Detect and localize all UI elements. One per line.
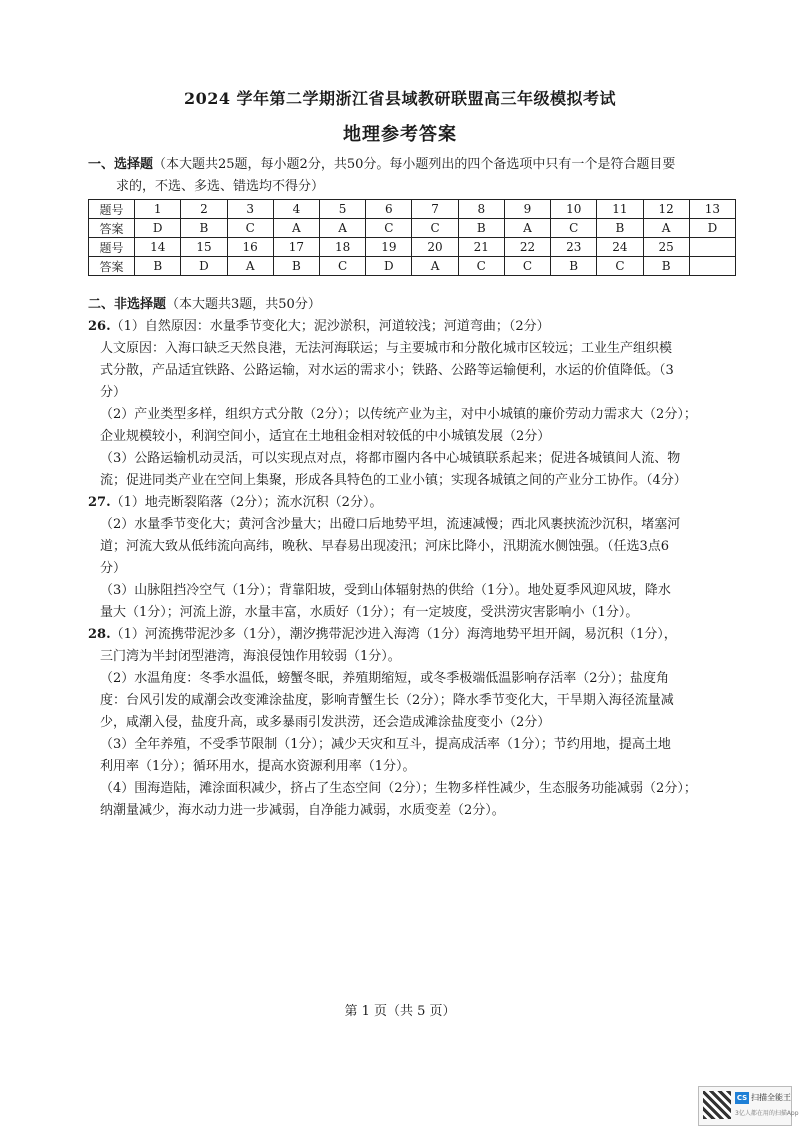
table-cell: B bbox=[135, 257, 181, 276]
table-row-label: 题号 bbox=[89, 200, 135, 219]
scanner-app-name: 扫描全能王 bbox=[751, 1093, 791, 1102]
table-cell: A bbox=[412, 257, 458, 276]
answer-line: （2）产业类型多样，组织方式分散（2分）；以传统产业为主，对中小城镇的廉价劳动力需求大（2分）； bbox=[100, 407, 697, 422]
table-cell: 16 bbox=[227, 238, 273, 257]
table-cell: C bbox=[320, 257, 366, 276]
answer-line: 度：台风引发的咸潮会改变滩涂盐度，影响青蟹生长（2分）；降水季节变化大，干旱期入海径流量减 bbox=[100, 693, 674, 708]
table-cell: C bbox=[551, 219, 597, 238]
table-cell: D bbox=[366, 257, 412, 276]
answer-line: （3）全年养殖，不受季节限制（1分）；减少天灾和互斗，提高成活率（1分）；节约用地，提高土地 bbox=[100, 737, 671, 752]
table-cell: D bbox=[181, 257, 227, 276]
table-cell: D bbox=[689, 219, 735, 238]
section-essay-note: （本大题共3题，共50分） bbox=[166, 297, 321, 312]
table-cell: A bbox=[643, 219, 689, 238]
answer-line: （3）山脉阻挡冷空气（1分）；背靠阳坡，受到山体辐射热的供给（1分）。地处夏季风迎风坡，降水 bbox=[100, 583, 671, 598]
table-cell: B bbox=[551, 257, 597, 276]
table-cell: 10 bbox=[551, 200, 597, 219]
table-cell: A bbox=[273, 219, 319, 238]
table-cell: C bbox=[597, 257, 643, 276]
answer-line: （1）自然原因：水量季节变化大；泥沙淤积，河道较浅；河道弯曲；（2分） bbox=[110, 319, 550, 334]
table-cell: B bbox=[273, 257, 319, 276]
answer-line: 道；河流大致从低纬流向高纬，晚秋、早春易出现凌汛；河床比降小，汛期流水侧蚀强。（任选3点6 bbox=[100, 539, 670, 554]
qr-code-icon bbox=[703, 1091, 731, 1119]
table-cell: 13 bbox=[689, 200, 735, 219]
table-cell: 21 bbox=[458, 238, 504, 257]
table-cell: B bbox=[597, 219, 643, 238]
section-essay-heading: 二、非选择题 bbox=[88, 297, 167, 312]
table-cell: B bbox=[181, 219, 227, 238]
answer-line: （1）河流携带泥沙多（1分），潮汐携带泥沙进入海湾（1分）海湾地势平坦开阔，易沉积（1分）， bbox=[110, 627, 677, 642]
answer-line: 企业规模较小，利润空间小，适宜在土地租金相对较低的中小城镇发展（2分） bbox=[100, 429, 551, 444]
table-row-label: 题号 bbox=[89, 238, 135, 257]
table-cell: C bbox=[366, 219, 412, 238]
answer-table bbox=[88, 199, 736, 276]
table-cell: 1 bbox=[135, 200, 181, 219]
table-row bbox=[89, 200, 736, 219]
table-cell: 7 bbox=[412, 200, 458, 219]
section-choice-note-1: （本大题共25题，每小题2分，共50分。每小题列出的四个备选项中只有一个是符合题目要 bbox=[153, 157, 676, 172]
table-cell: 6 bbox=[366, 200, 412, 219]
answer-line: （1）地壳断裂陷落（2分）；流水沉积（2分）。 bbox=[110, 495, 383, 510]
table-cell: 23 bbox=[551, 238, 597, 257]
section-choice-note-2: 求的，不选、多选、错选均不得分） bbox=[116, 179, 325, 194]
answer-line: 三门湾为半封闭型港湾，海浪侵蚀作用较弱（1分）。 bbox=[100, 649, 401, 664]
question-26 bbox=[88, 316, 738, 492]
table-cell: 8 bbox=[458, 200, 504, 219]
section-essay-header bbox=[88, 294, 738, 316]
table-cell: 20 bbox=[412, 238, 458, 257]
table-cell: B bbox=[643, 257, 689, 276]
table-cell: B bbox=[458, 219, 504, 238]
answer-line: （3）公路运输机动灵活，可以实现点对点，将都市圈内各中心城镇联系起来；促进各城镇间人流、物 bbox=[100, 451, 681, 466]
table-row-label: 答案 bbox=[89, 219, 135, 238]
table-cell: 2 bbox=[181, 200, 227, 219]
answer-line: 分） bbox=[100, 561, 127, 576]
answer-line: 少，咸潮入侵，盐度升高，或多暴雨引发洪涝，还会造成滩涂盐度变小（2分） bbox=[100, 715, 551, 730]
section-essay bbox=[88, 294, 738, 822]
question-27 bbox=[88, 492, 738, 624]
table-cell: 18 bbox=[320, 238, 366, 257]
table-cell: 11 bbox=[597, 200, 643, 219]
table-cell: A bbox=[320, 219, 366, 238]
table-cell: 25 bbox=[643, 238, 689, 257]
table-cell: 3 bbox=[227, 200, 273, 219]
table-cell: 5 bbox=[320, 200, 366, 219]
page-subtitle: 地理参考答案 bbox=[343, 124, 457, 145]
table-cell: C bbox=[458, 257, 504, 276]
answer-line: 纳潮量减少，海水动力进一步减弱，自净能力减弱，水质变差（2分）。 bbox=[100, 803, 505, 818]
table-row bbox=[89, 257, 736, 276]
table-cell: A bbox=[227, 257, 273, 276]
page-number: 第 1 页（共 5 页） bbox=[344, 1004, 456, 1019]
page-title: 2024 学年第二学期浙江省县域教研联盟高三年级模拟考试 bbox=[183, 89, 617, 108]
answer-line: 量大（1分）；河流上游，水量丰富，水质好（1分）；有一定坡度，受洪涝灾害影响小（1分）。 bbox=[100, 605, 639, 620]
table-cell: 9 bbox=[504, 200, 550, 219]
table-cell bbox=[689, 238, 735, 257]
scanner-watermark bbox=[698, 1086, 799, 1126]
question-28 bbox=[88, 624, 738, 822]
table-cell: D bbox=[135, 219, 181, 238]
section-choice-heading: 一、选择题 bbox=[88, 157, 154, 172]
table-cell bbox=[689, 257, 735, 276]
table-cell: 24 bbox=[597, 238, 643, 257]
table-cell: 15 bbox=[181, 238, 227, 257]
table-cell: 19 bbox=[366, 238, 412, 257]
cs-logo-icon: CS bbox=[736, 1094, 748, 1102]
table-cell: A bbox=[504, 219, 550, 238]
table-cell: 12 bbox=[643, 200, 689, 219]
answer-line: 流；促进同类产业在空间上集聚，形成各具特色的工业小镇；实现各城镇之间的产业分工协作。（4分） bbox=[100, 473, 687, 488]
answer-line: （2）水量季节变化大；黄河含沙量大；出磴口后地势平坦，流速减慢；西北风裹挟流沙沉积，堵塞河 bbox=[100, 517, 681, 532]
table-row bbox=[89, 219, 736, 238]
answer-line: （2）水温角度：冬季水温低，螃蟹冬眠，养殖期缩短，或冬季极端低温影响存活率（2分）；盐度角 bbox=[100, 671, 670, 686]
answer-line: 人文原因：入海口缺乏天然良港，无法河海联运；与主要城市和分散化城市区较远；工业生产组织模 bbox=[100, 341, 673, 356]
table-cell: 17 bbox=[273, 238, 319, 257]
scanner-app-tagline: 3亿人都在用的扫描App bbox=[735, 1110, 799, 1117]
table-cell: C bbox=[412, 219, 458, 238]
question-number: 27. bbox=[88, 495, 111, 510]
table-cell: C bbox=[504, 257, 550, 276]
table-row bbox=[89, 238, 736, 257]
table-cell: 22 bbox=[504, 238, 550, 257]
table-cell: 14 bbox=[135, 238, 181, 257]
question-number: 28. bbox=[88, 627, 111, 642]
answer-line: （4）围海造陆，滩涂面积减少，挤占了生态空间（2分）；生物多样性减少，生态服务功能减弱（2分）； bbox=[100, 781, 697, 796]
answer-line: 利用率（1分）；循环用水，提高水资源利用率（1分）。 bbox=[100, 759, 416, 774]
answer-line: 分） bbox=[100, 385, 127, 400]
table-cell: C bbox=[227, 219, 273, 238]
section-choice-header bbox=[88, 154, 728, 198]
question-number: 26. bbox=[88, 319, 111, 334]
table-row-label: 答案 bbox=[89, 257, 135, 276]
answer-line: 式分散，产品适宜铁路、公路运输，对水运的需求小；铁路、公路等运输便利，水运的价值降低。（3 bbox=[100, 363, 674, 378]
table-cell: 4 bbox=[273, 200, 319, 219]
